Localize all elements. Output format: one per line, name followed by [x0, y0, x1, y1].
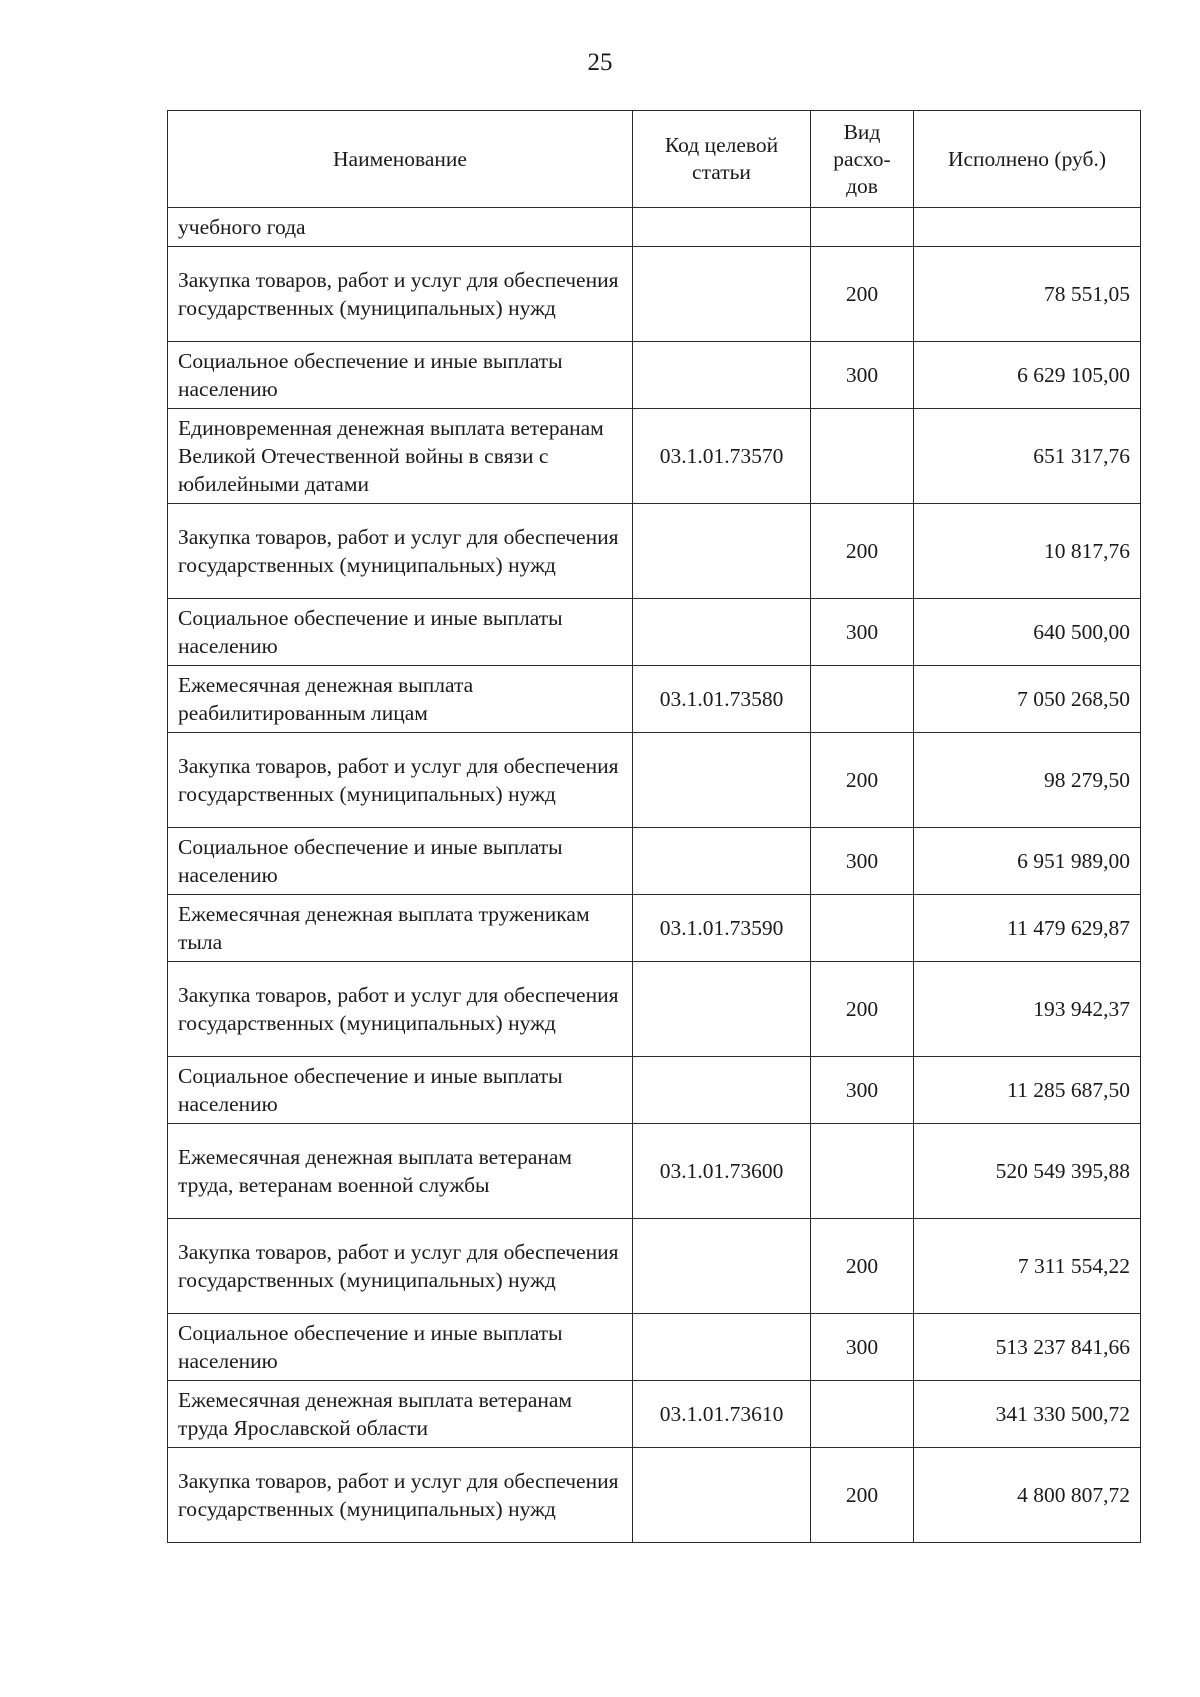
- cell-code: [633, 208, 811, 247]
- cell-name: Ежемесячная денежная выплата труженикам тыла: [168, 895, 633, 962]
- cell-sum: 11 479 629,87: [914, 895, 1141, 962]
- cell-code: 03.1.01.73600: [633, 1124, 811, 1219]
- cell-name: Закупка товаров, работ и услуг для обеспечения государственных (муниципальных) нужд: [168, 247, 633, 342]
- cell-kind: 200: [811, 962, 914, 1057]
- cell-code: 03.1.01.73590: [633, 895, 811, 962]
- cell-name: Социальное обеспечение и иные выплаты населению: [168, 1057, 633, 1124]
- cell-kind: 300: [811, 1314, 914, 1381]
- cell-code: [633, 1314, 811, 1381]
- header-sum: Исполнено (руб.): [914, 111, 1141, 208]
- cell-kind: 300: [811, 342, 914, 409]
- table-row: [168, 962, 1141, 1057]
- table-row: [168, 1381, 1141, 1448]
- cell-sum: 341 330 500,72: [914, 1381, 1141, 1448]
- cell-kind: 200: [811, 1219, 914, 1314]
- table-row: [168, 1448, 1141, 1543]
- cell-sum: [914, 208, 1141, 247]
- cell-name: Ежемесячная денежная выплата ветеранам труда Ярославской области: [168, 1381, 633, 1448]
- cell-code: [633, 962, 811, 1057]
- header-code: Код целевой статьи: [633, 111, 811, 208]
- table-row: [168, 1057, 1141, 1124]
- cell-code: [633, 599, 811, 666]
- cell-kind: 300: [811, 599, 914, 666]
- cell-sum: 11 285 687,50: [914, 1057, 1141, 1124]
- cell-sum: 10 817,76: [914, 504, 1141, 599]
- cell-name: Ежемесячная денежная выплата реабилитированным лицам: [168, 666, 633, 733]
- table-row: [168, 342, 1141, 409]
- cell-kind: [811, 666, 914, 733]
- table-row: [168, 504, 1141, 599]
- cell-kind: [811, 1124, 914, 1219]
- cell-code: 03.1.01.73580: [633, 666, 811, 733]
- cell-sum: 78 551,05: [914, 247, 1141, 342]
- cell-name: Закупка товаров, работ и услуг для обеспечения государственных (муниципальных) нужд: [168, 504, 633, 599]
- cell-code: [633, 828, 811, 895]
- cell-kind: [811, 409, 914, 504]
- cell-name: Социальное обеспечение и иные выплаты населению: [168, 828, 633, 895]
- cell-kind: [811, 208, 914, 247]
- cell-kind: 200: [811, 504, 914, 599]
- cell-sum: 7 311 554,22: [914, 1219, 1141, 1314]
- cell-name: Закупка товаров, работ и услуг для обеспечения государственных (муниципальных) нужд: [168, 733, 633, 828]
- cell-sum: 98 279,50: [914, 733, 1141, 828]
- cell-name: Закупка товаров, работ и услуг для обеспечения государственных (муниципальных) нужд: [168, 1448, 633, 1543]
- table-row: [168, 247, 1141, 342]
- header-kind: Вид расхо-дов: [811, 111, 914, 208]
- cell-name: Закупка товаров, работ и услуг для обеспечения государственных (муниципальных) нужд: [168, 1219, 633, 1314]
- cell-name: Ежемесячная денежная выплата ветеранам труда, ветеранам военной службы: [168, 1124, 633, 1219]
- table-row: [168, 895, 1141, 962]
- cell-kind: 300: [811, 828, 914, 895]
- cell-name: Социальное обеспечение и иные выплаты населению: [168, 1314, 633, 1381]
- cell-code: 03.1.01.73570: [633, 409, 811, 504]
- cell-sum: 6 629 105,00: [914, 342, 1141, 409]
- table-body: [168, 208, 1141, 1543]
- page-number: 25: [587, 49, 613, 76]
- cell-code: [633, 247, 811, 342]
- cell-sum: 513 237 841,66: [914, 1314, 1141, 1381]
- cell-sum: 520 549 395,88: [914, 1124, 1141, 1219]
- cell-sum: 7 050 268,50: [914, 666, 1141, 733]
- table-row: [168, 828, 1141, 895]
- cell-kind: [811, 1381, 914, 1448]
- table-row: [168, 208, 1141, 247]
- cell-name: учебного года: [168, 208, 633, 247]
- cell-code: [633, 1057, 811, 1124]
- cell-code: [633, 1219, 811, 1314]
- cell-sum: 6 951 989,00: [914, 828, 1141, 895]
- cell-code: [633, 733, 811, 828]
- table-row: [168, 1124, 1141, 1219]
- cell-sum: 4 800 807,72: [914, 1448, 1141, 1543]
- table-row: [168, 666, 1141, 733]
- cell-sum: 640 500,00: [914, 599, 1141, 666]
- cell-name: Закупка товаров, работ и услуг для обеспечения государственных (муниципальных) нужд: [168, 962, 633, 1057]
- table-header: [168, 111, 1141, 208]
- table-row: [168, 1314, 1141, 1381]
- expenditure-table: [167, 110, 1141, 1543]
- cell-sum: 193 942,37: [914, 962, 1141, 1057]
- cell-kind: 300: [811, 1057, 914, 1124]
- cell-name: Социальное обеспечение и иные выплаты населению: [168, 342, 633, 409]
- table-row: [168, 409, 1141, 504]
- table-row: [168, 733, 1141, 828]
- table-row: [168, 599, 1141, 666]
- cell-kind: 200: [811, 1448, 914, 1543]
- cell-kind: 200: [811, 247, 914, 342]
- cell-code: [633, 504, 811, 599]
- table-row: [168, 1219, 1141, 1314]
- cell-sum: 651 317,76: [914, 409, 1141, 504]
- cell-name: Социальное обеспечение и иные выплаты населению: [168, 599, 633, 666]
- header-name: Наименование: [168, 111, 633, 208]
- cell-code: [633, 342, 811, 409]
- cell-kind: [811, 895, 914, 962]
- cell-kind: 200: [811, 733, 914, 828]
- cell-name: Единовременная денежная выплата ветеранам Великой Отечественной войны в связи с юбилейными датами: [168, 409, 633, 504]
- cell-code: 03.1.01.73610: [633, 1381, 811, 1448]
- cell-code: [633, 1448, 811, 1543]
